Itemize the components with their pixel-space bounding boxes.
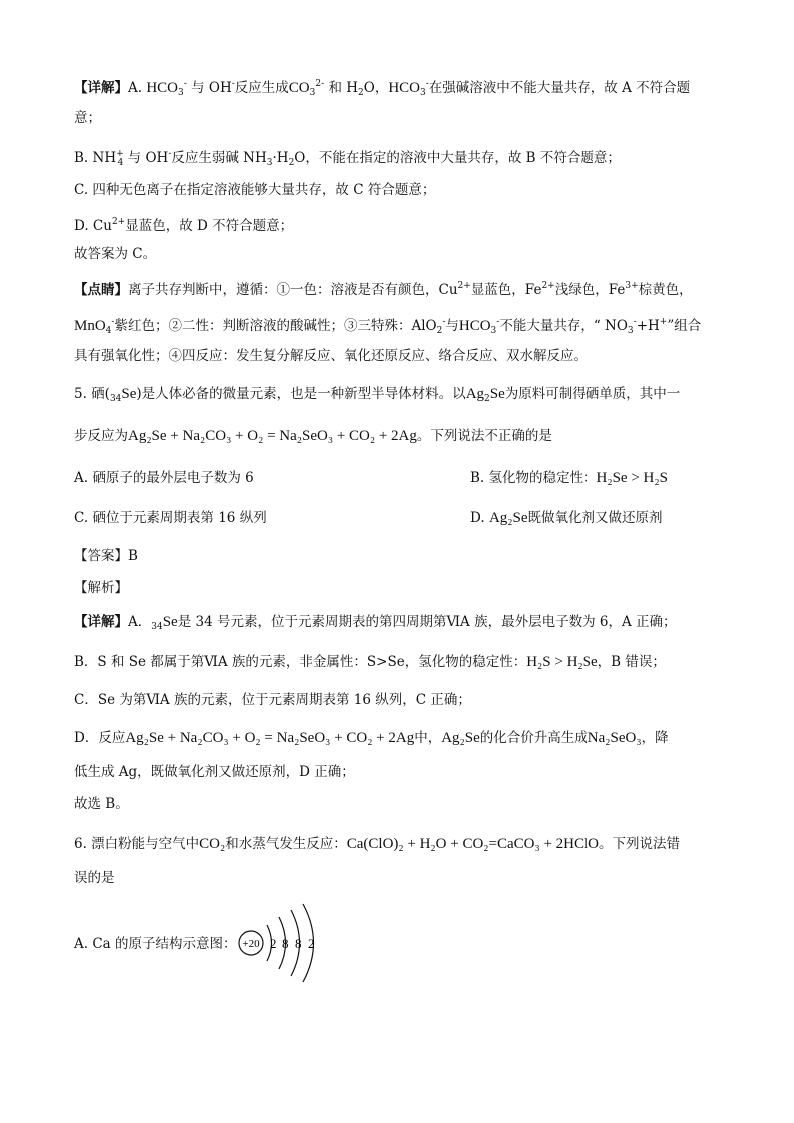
- analysis-line-d-cont: 低生成 Ag，既做氧化剂又做还原剂，D 正确；: [74, 764, 355, 780]
- option-row-ab: [74, 468, 734, 488]
- ca-atom-structure-diagram: [234, 903, 534, 983]
- question-5-line-1: 5. 硒$(_{34}Se)$是人体必备的微量元素，也是一种新型半导体材料。以$Ag_2Se$为原料可制得硒单质，其中一: [74, 386, 681, 404]
- question-6-line-1: 6. 漂白粉能与空气中CO₂和水蒸气发生反应：Ca(ClO)₂ + H₂O + CO₂=CaCO₃ + 2HClO。下列说法错: [74, 836, 681, 852]
- option-c: C. 硒位于元素周期表第 16 纵列: [74, 510, 267, 526]
- tips-line-2: MnO$_4$-紫红色；②二性：判断溶液的酸碱性；③三特殊：AlO$_2$-与$HCO_3^-$不能大量共存，“ $NO_3^-+H^+$”组合: [74, 317, 702, 336]
- question-5-line-2: 步反应为Ag₂Se + Na₂CO₃ + O₂ = Na₂SeO₃ + CO₂ + 2Ag。下列说法不正确的是: [74, 428, 552, 444]
- analysis-line-a: 【详解】A．$_{34}$Se是 34 号元素，位于元素周期表的第四周期第ⅥA 族，最外层电子数为 6，A 正确；: [74, 614, 677, 632]
- answer-line: 【答案】B: [74, 548, 138, 564]
- analysis-line-d: D．反应Ag₂Se + Na₂CO₃ + O₂ = Na₂SeO₃ + CO₂ + 2Ag中，Ag₂Se的化合价升高生成Na₂SeO₃，降: [74, 730, 669, 746]
- tips-line-3: 具有强氧化性；④四反应：发生复分解反应、氧化还原反应、络合反应、双水解反应。: [74, 348, 587, 364]
- nucleus-label: +20: [242, 938, 260, 950]
- analysis-line-c: C．Se 为第ⅥA 族的元素，位于元素周期表第 16 纵列，C 正确；: [74, 692, 471, 708]
- detail-line-b: B. $NH^+_4$ 与 OH-反应生弱碱 $NH_3\cdot H_2O$，不能在指定的溶液中大量共存，故 B 不符合题意；: [74, 149, 621, 168]
- choose-b-line: 故选 B。: [74, 796, 129, 812]
- option-6a: A. Ca 的原子结构示意图：: [74, 936, 237, 952]
- detail-line-d: D. $Cu^{2+}$显蓝色，故 D 不符合题意；: [74, 217, 294, 234]
- shell-count-3: 8: [295, 936, 302, 951]
- option-b: B. 氢化物的稳定性：H₂Se > H₂S: [470, 470, 668, 486]
- detail-line-c: C. 四种无色离子在指定溶液能够大量共存，故 C 符合题意；: [74, 182, 436, 198]
- answer-c-line: 故答案为 C。: [74, 246, 157, 262]
- shell-count-4: 2: [308, 936, 315, 951]
- analysis-line-b: B．S 和 Se 都属于第ⅥA 族的元素，非金属性：S>Se，氢化物的稳定性：H₂S > H₂Se，B 错误；: [74, 654, 666, 670]
- shell-count-1: 2: [270, 936, 277, 951]
- shell-count-2: 8: [282, 936, 289, 951]
- detail-line-2: 意；: [74, 110, 101, 126]
- analysis-heading: 【解析】: [74, 580, 128, 596]
- detail-line-1: 【详解】A. $HCO_3^-$ 与 OH-反应生成$CO_3^{2-}$ 和 $H_2O$，$HCO_3^-$在强碱溶液中不能大量共存，故 A 不符合题: [74, 79, 691, 98]
- option-a: A. 硒原子的最外层电子数为 6: [74, 470, 254, 486]
- question-6-line-2: 误的是: [74, 870, 115, 886]
- tips-line-1: 【点睛】离子共存判断中，遵循：①一色：溶液是否有颜色，$Cu^{2+}$显蓝色，$Fe^{2+}$浅绿色，$Fe^{3+}$棕黄色，: [74, 281, 693, 298]
- option-d: D. Ag₂Se既做氧化剂又做还原剂: [470, 510, 663, 526]
- option-row-cd: [74, 508, 734, 528]
